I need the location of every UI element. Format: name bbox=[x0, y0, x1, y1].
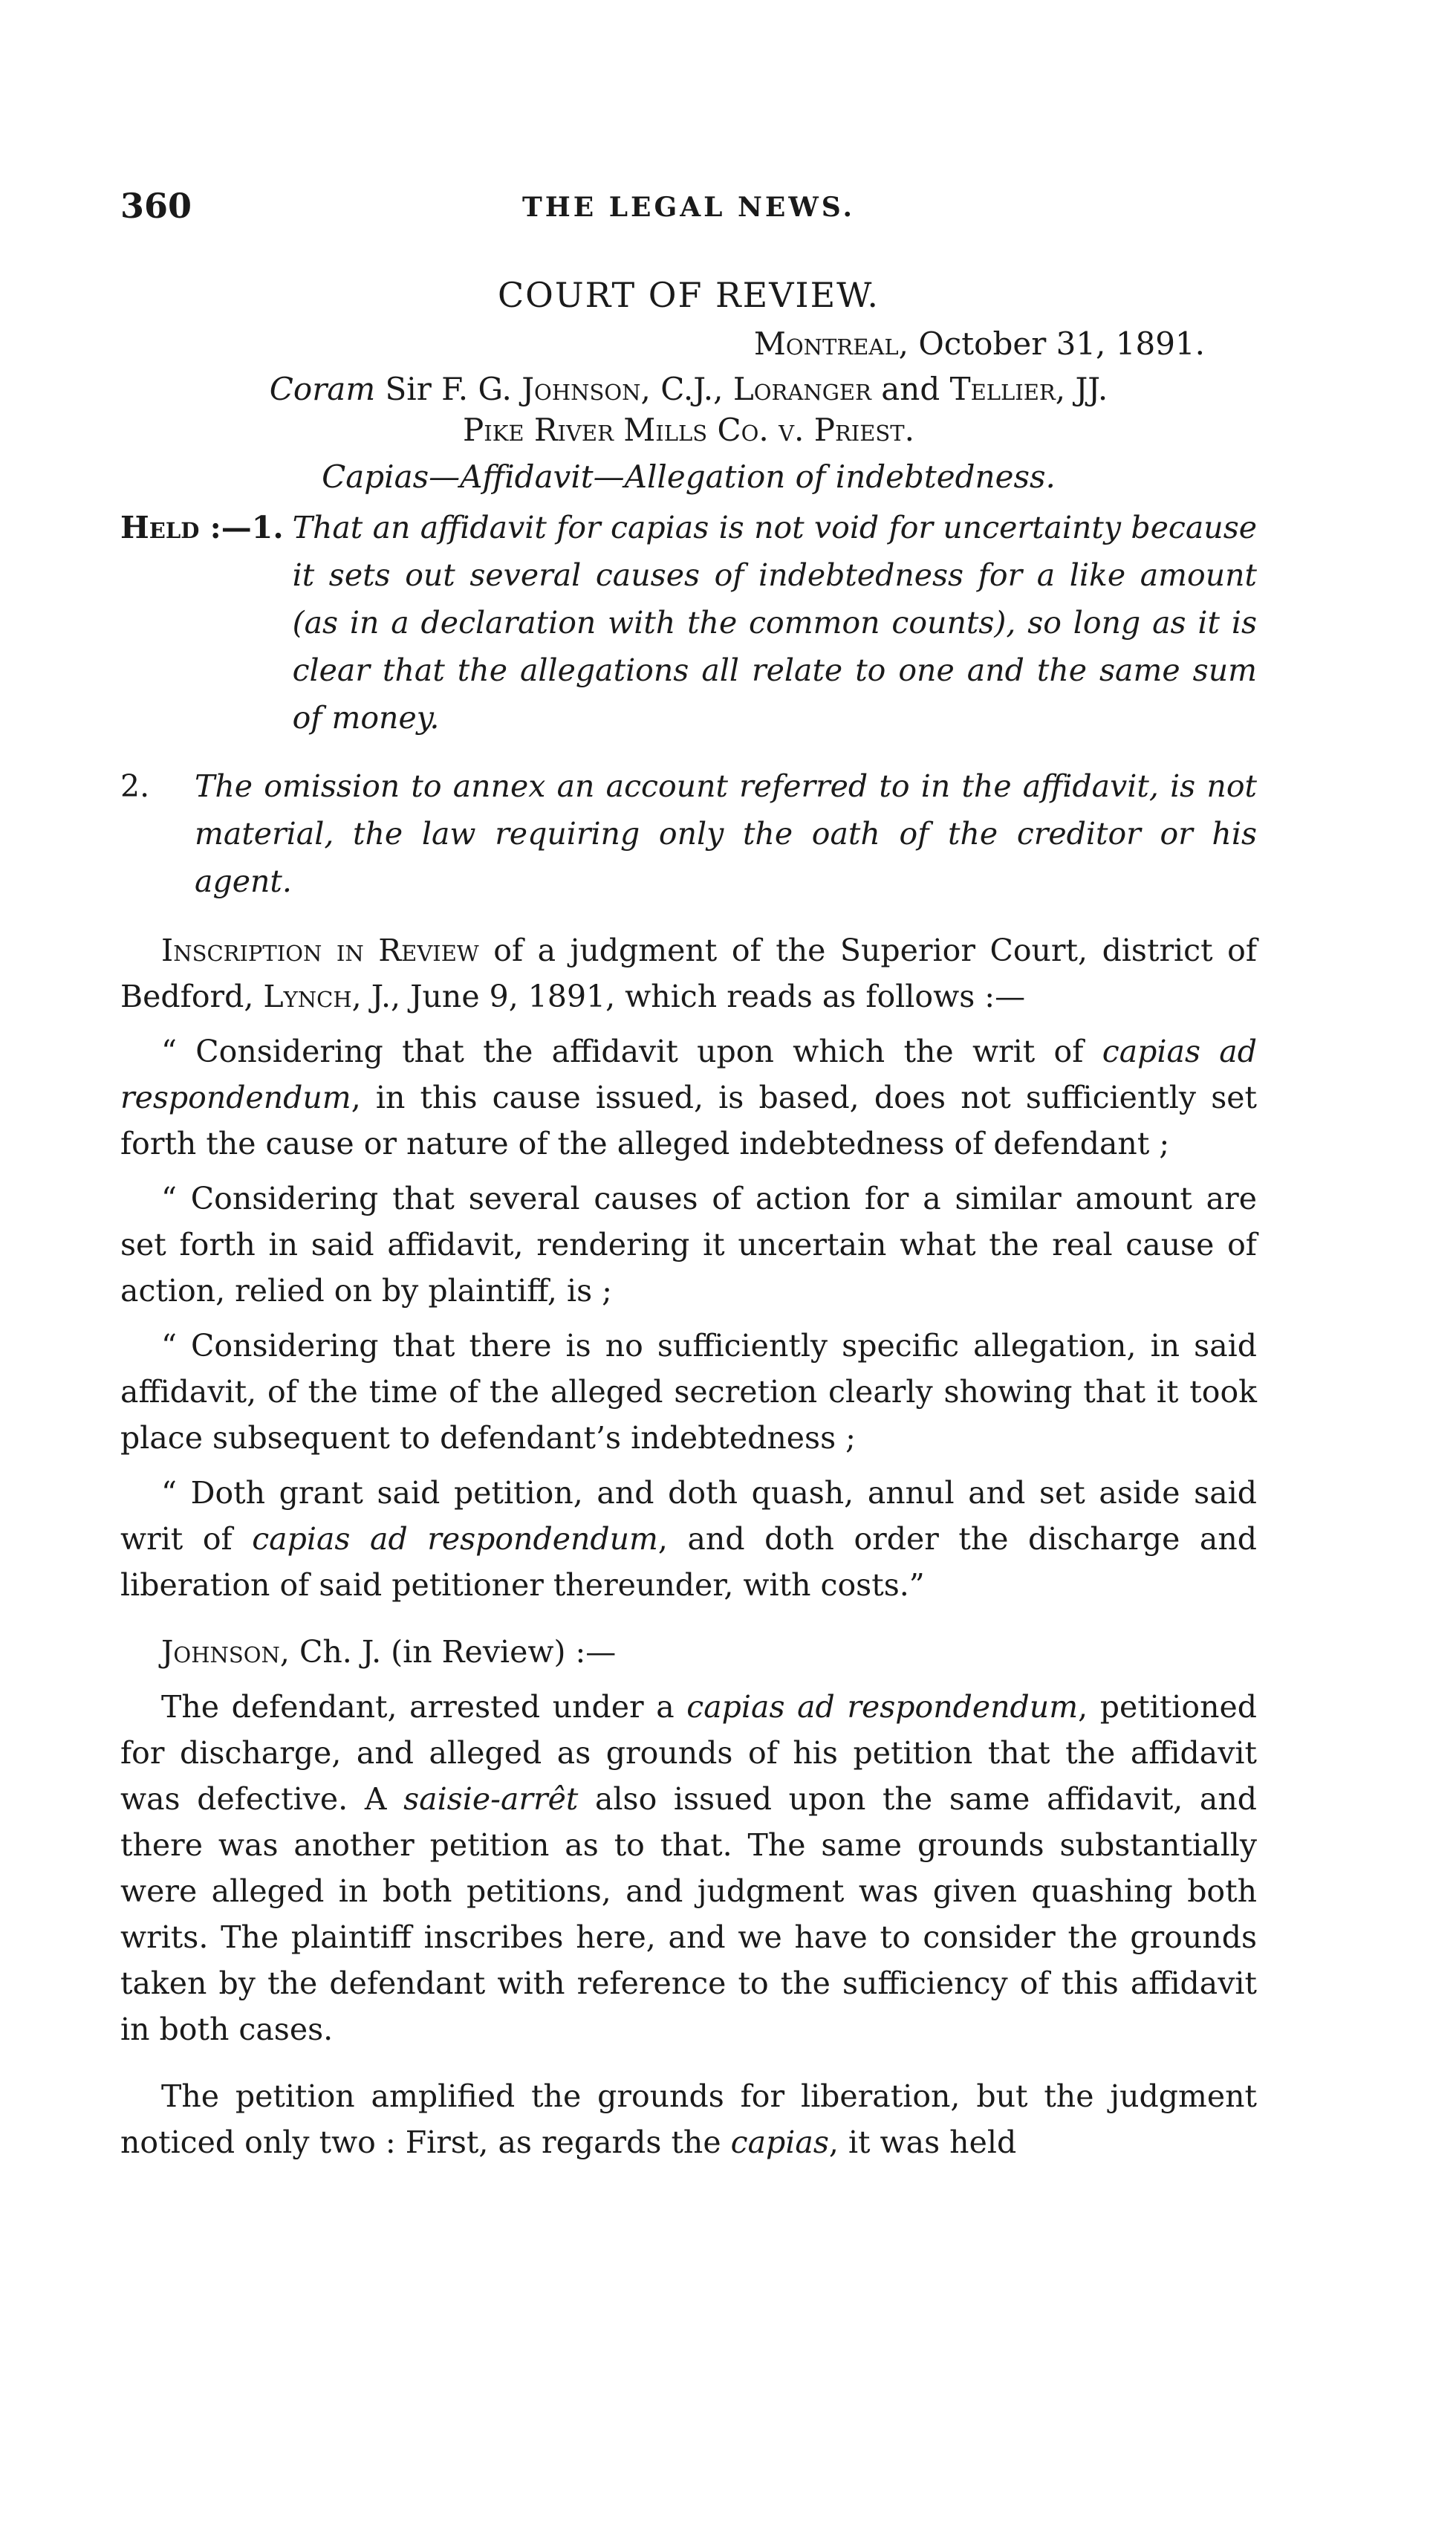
held-label: Held :—1. bbox=[120, 510, 284, 545]
case-name: Pike River Mills Co. v. Priest. bbox=[462, 412, 914, 448]
coram-word: Coram bbox=[269, 371, 376, 407]
held-section bbox=[120, 504, 1257, 905]
held-text-1: That an affidavit for capias is not void for uncertainty because it sets out several causes of indebtedness for a like amount (as in a declaration with the common counts), so long as it is clear that the allegations all relate to one and the same sum of money. bbox=[292, 510, 1257, 736]
coram-judge-loranger: Loranger bbox=[732, 371, 871, 407]
coram-and: and bbox=[881, 371, 940, 407]
considering-paragraph-3: “ Considering that there is no sufficiently specific allegation, in said affidavit, of the time of the alleged secretion clearly showing that it took place subsequent to defendant’s indebtedness ; bbox=[120, 1328, 1257, 1456]
opinion-paragraph-2: The petition amplified the grounds for liberation, but the judgment noticed only two : First, as regards the capias, it was held bbox=[120, 2078, 1257, 2160]
coram-line bbox=[120, 371, 1257, 407]
considering-paragraph-2: “ Considering that several causes of action for a similar amount are set forth in said affidavit, rendering it uncertain what the real cause of action, relied on by plaintiff, is ; bbox=[120, 1181, 1257, 1309]
inscription-lead: Inscription in Review bbox=[161, 933, 479, 968]
held-text-2: The omission to annex an account referred to in the affidavit, is not material, the law requiring only the oath of the creditor or his agent. bbox=[195, 768, 1257, 899]
dateline-date: October 31, 1891. bbox=[918, 325, 1205, 362]
page-number: 360 bbox=[120, 186, 192, 226]
opinion-paragraph-1: The defendant, arrested under a capias ad respondendum, petitioned for discharge, and alleged as grounds of his petition that the affidavit was defective. A saisie-arrêt also issued upon the same affidavit, and there was another petition as to that. The same grounds substantially were alleged in both petitions, and judgment was given quashing both writs. The plaintiff inscribes here, and we have to consider the grounds taken by the defendant with reference to the sufficiency of this affidavit in both cases. bbox=[120, 1689, 1258, 2047]
text-block bbox=[120, 186, 1257, 2165]
held-number-2: 2. bbox=[120, 768, 150, 804]
court-title: COURT OF REVIEW. bbox=[497, 275, 880, 315]
held-item-1 bbox=[120, 504, 1257, 742]
considering-paragraph-1: “ Considering that the affidavit upon which the writ of capias ad respondendum, in this cause issued, is based, does not sufficiently set forth the cause or nature of the alleged indebtedness of defendant ; bbox=[120, 1034, 1257, 1161]
held-item-2 bbox=[120, 762, 1257, 905]
dateline-place: Montreal, bbox=[753, 325, 909, 362]
coram-cj: C.J., bbox=[660, 371, 724, 407]
coram-jj: JJ. bbox=[1075, 371, 1108, 407]
opinion-heading: Johnson, Ch. J. (in Review) :— bbox=[161, 1634, 617, 1670]
coram-sir: Sir F. G. bbox=[385, 371, 512, 407]
inscription-judge: Lynch bbox=[263, 979, 352, 1014]
judgment-body bbox=[120, 927, 1257, 2165]
coram-judge-johnson: Johnson, bbox=[521, 371, 651, 407]
running-title: THE LEGAL NEWS. bbox=[521, 192, 856, 223]
case-subject: Capias—Affidavit—Allegation of indebtedness. bbox=[322, 458, 1056, 495]
coram-judge-tellier: Tellier, bbox=[949, 371, 1066, 407]
considering-paragraph-4: “ Doth grant said petition, and doth quash, annul and set aside said writ of capias ad respondendum, and doth order the discharge and liberation of said petitioner thereunder, with costs.” bbox=[120, 1475, 1257, 1603]
page-header bbox=[120, 186, 1257, 245]
opinion-judge: Johnson bbox=[161, 1634, 280, 1670]
dateline bbox=[120, 325, 1257, 362]
inscription-paragraph: Inscription in Review of a judgment of the Superior Court, district of Bedford, Lynch, J., June 9, 1891, which reads as follows :— bbox=[120, 933, 1257, 1014]
